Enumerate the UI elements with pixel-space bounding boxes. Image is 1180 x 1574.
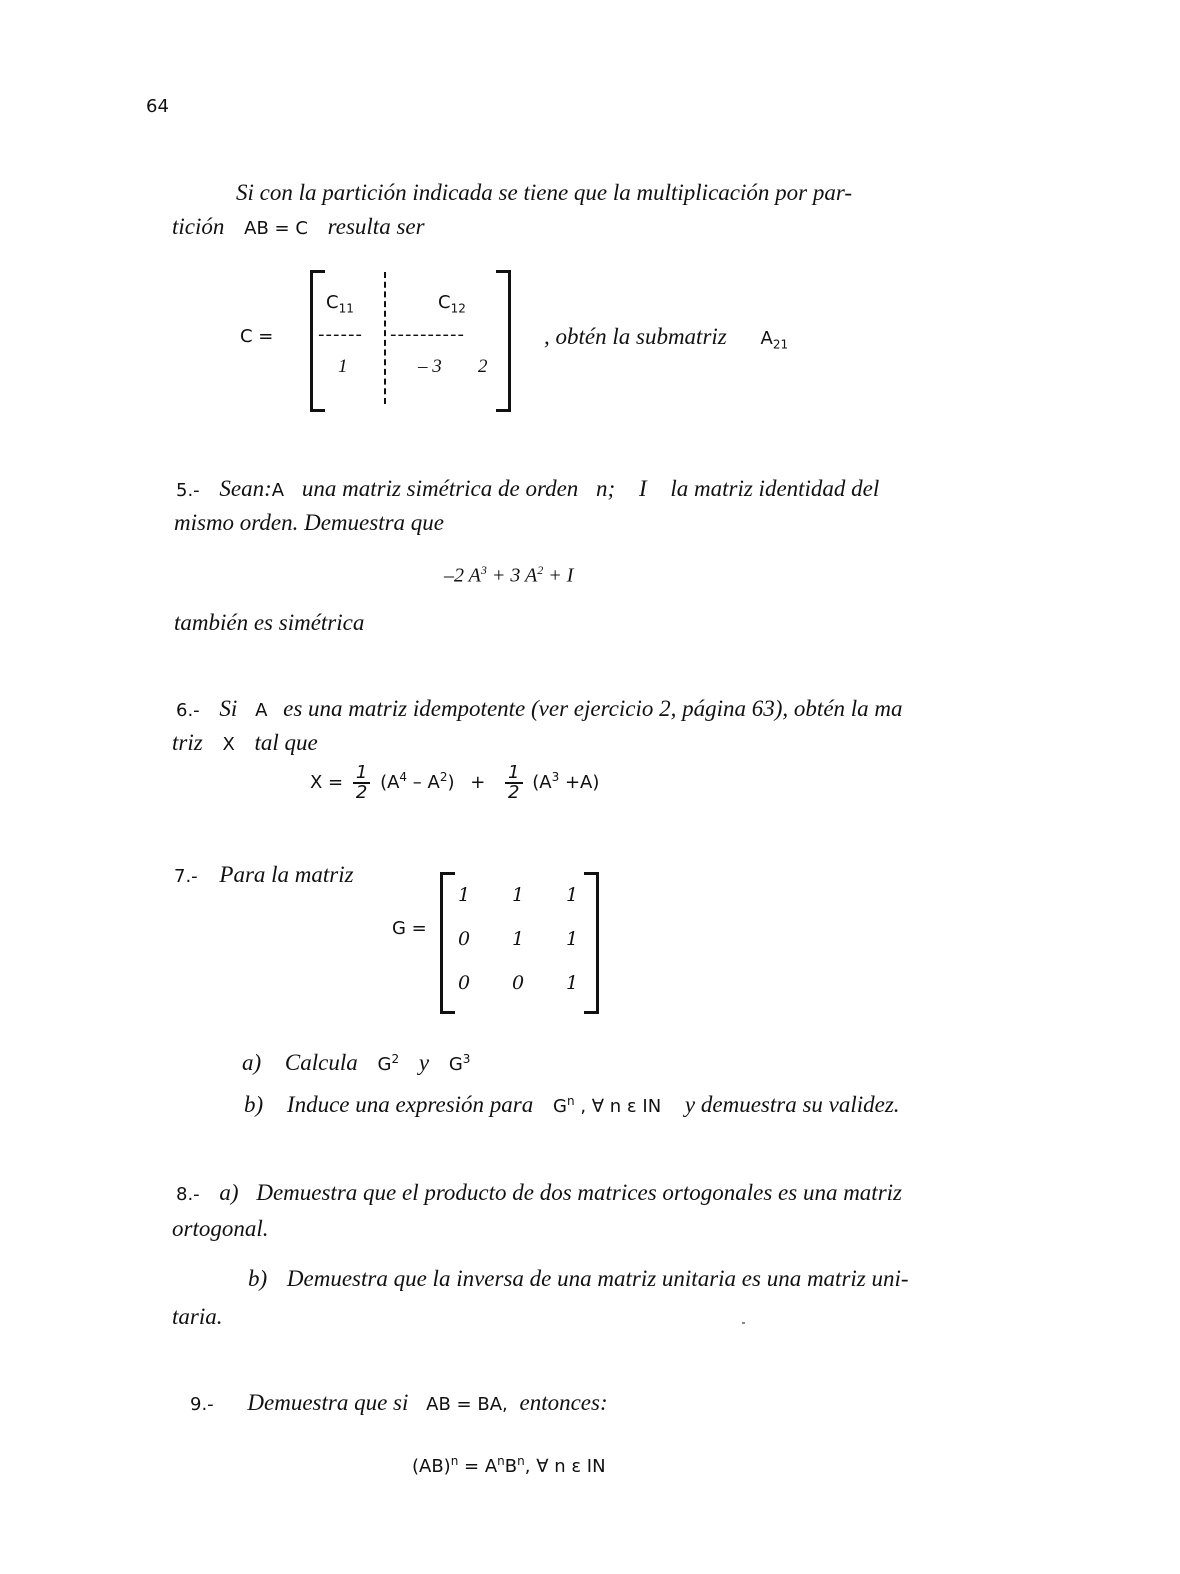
matrix-c-block-12	[438, 292, 466, 316]
ex6-line-1	[176, 696, 903, 722]
ex6-frac1-den: 2	[355, 782, 368, 803]
ex9-b: B	[504, 1456, 518, 1477]
matrix-g-r2c3: 1	[565, 928, 579, 950]
ex5-exp3: 3	[480, 563, 487, 577]
ex9-b-exp: n	[517, 1454, 525, 1468]
ex6-si: Si	[219, 696, 238, 721]
ex7-g: G	[377, 1054, 392, 1075]
ex5-line-2: mismo orden. Demuestra que	[174, 510, 445, 535]
ex5-n: n;	[596, 476, 616, 501]
ex9-a-exp: n	[497, 1454, 505, 1468]
intro-line-2-b: resulta ser	[327, 214, 425, 239]
ex7-y: y	[418, 1050, 430, 1075]
ex5-a: A	[271, 480, 285, 501]
ex6-fraction-2	[505, 764, 522, 802]
ex5-line-1	[176, 476, 879, 502]
ex6-term1-c: )	[447, 772, 455, 793]
ex9-forall: , ∀ n ε IN	[524, 1456, 606, 1477]
ex6-term1-a: (A	[380, 772, 400, 793]
ex9-condition: AB = BA,	[426, 1394, 508, 1415]
ex7-a-label: a)	[242, 1050, 262, 1075]
ex6-line-2	[172, 730, 318, 756]
ex8-a-line1: Demuestra que el producto de dos matrices ortogonales es una matriz	[256, 1180, 902, 1205]
after-c-phrase: , obtén la submatriz	[544, 324, 727, 349]
ex5-i: I	[638, 476, 647, 501]
ex8-b-label: b)	[248, 1266, 268, 1291]
ex9-text: Demuestra que si	[247, 1390, 409, 1415]
ex7-gn-exp: n	[566, 1094, 575, 1108]
ex9-lhs: (AB)	[412, 1456, 451, 1477]
ex5-exp2: 2	[537, 563, 544, 577]
matrix-c-c12-sub: 12	[450, 301, 466, 316]
ex8-a-line2: ortogonal.	[172, 1216, 269, 1241]
matrix-g-r1c1: 1	[457, 884, 471, 906]
ex5-expr-b: + 3 A	[486, 564, 538, 587]
ex6-exp4: 4	[399, 770, 408, 784]
ex8-b-line1: Demuestra que la inversa de una matriz unitaria es una matriz uni-	[286, 1266, 909, 1291]
matrix-g-r3c1: 0	[457, 972, 471, 994]
ex9-eq: = A	[458, 1456, 498, 1477]
matrix-g-r3c3: 1	[565, 972, 579, 994]
matrix-c-row2-col1: 1	[338, 356, 348, 377]
ex6-exp2: 2	[439, 770, 448, 784]
ex6-plus: +	[470, 772, 486, 793]
matrix-g-label: G =	[392, 918, 427, 939]
ex6-line2-a: triz	[172, 730, 203, 755]
ex7-part-b	[244, 1092, 900, 1118]
ex9-text2: entonces:	[519, 1390, 608, 1415]
after-c-text	[544, 324, 788, 352]
ex7-line-1	[174, 862, 354, 888]
ex6-term2-b: +A)	[559, 772, 600, 793]
ex7-gn: G	[553, 1096, 567, 1117]
ex6-exp3: 3	[551, 770, 560, 784]
ex6-line2-b: tal que	[254, 730, 318, 755]
matrix-g-r2c2: 1	[511, 928, 525, 950]
ex6-a: A	[255, 700, 268, 721]
ex8-b-line-1	[248, 1266, 909, 1292]
matrix-c-block-11	[326, 292, 354, 316]
ex9-formula	[412, 1454, 606, 1477]
intro-line-2	[172, 214, 425, 240]
ex9-number: 9.-	[190, 1394, 214, 1415]
ex7-b-text: Induce una expresión para	[286, 1092, 534, 1117]
page-number: 64	[146, 96, 169, 117]
matrix-c-right-bracket	[496, 270, 511, 412]
ex6-fraction-1	[353, 764, 370, 802]
matrix-c-dashes-right: ----------	[390, 324, 465, 345]
ex8-line-1	[176, 1180, 902, 1206]
ex6-number: 6.-	[176, 700, 200, 721]
ex8-b-line2: taria.	[172, 1304, 223, 1329]
ex5-expression	[444, 563, 573, 588]
ex6-text1: es una matriz idempotente (ver ejercicio 2, página 63), obtén la ma	[283, 696, 903, 721]
matrix-c-dashes-left: ------	[318, 324, 363, 345]
ex7-b-text2: y demuestra su validez.	[684, 1092, 900, 1117]
intro-line-2-a: tición	[172, 214, 225, 239]
matrix-c-row2-col3: 2	[478, 356, 488, 377]
matrix-g-r1c2: 1	[511, 884, 525, 906]
ex6-frac2-den: 2	[508, 782, 520, 803]
ex6-x-eq: X =	[310, 772, 344, 793]
ex8-a-label: a)	[219, 1180, 239, 1205]
ex6-frac1-num: 1	[353, 764, 370, 784]
matrix-c-vertical-divider	[384, 272, 386, 404]
ex6-x: X	[222, 734, 235, 755]
ex7-b-label: b)	[244, 1092, 264, 1117]
ex7-part-a	[242, 1050, 470, 1076]
intro-line-1: Si con la partición indicada se tiene que la multiplicación por par-	[236, 180, 852, 205]
ex6-term1-b: – A	[407, 772, 440, 793]
matrix-g-r3c2: 0	[511, 972, 525, 994]
ex5-expr-a: –2 A	[444, 564, 481, 587]
submatrix-name: A	[760, 328, 773, 349]
ex7-text: Para la matriz	[219, 862, 354, 887]
ex9-lhs-exp: n	[450, 1454, 459, 1468]
ex6-formula	[310, 764, 599, 802]
matrix-c-row2-col2: – 3	[418, 356, 442, 377]
ex5-text2: la matriz identidad del	[670, 476, 880, 501]
matrix-g-r2c1: 0	[457, 928, 471, 950]
matrix-c-c11-sub: 11	[338, 301, 354, 316]
ex6-frac2-num: 1	[505, 764, 522, 784]
submatrix-index: 21	[772, 337, 789, 352]
ex5-expr-c: + I	[543, 564, 574, 587]
matrix-c-c12: C	[438, 292, 451, 313]
matrix-c-c11: C	[326, 292, 339, 313]
matrix-c-label: C =	[240, 326, 274, 347]
ex6-term2-a: (A	[532, 772, 552, 793]
ex7-a-text: Calcula	[284, 1050, 358, 1075]
ex8-number: 8.-	[176, 1184, 200, 1205]
ex7-g-2: G	[448, 1054, 463, 1075]
matrix-g-r1c3: 1	[565, 884, 579, 906]
ex7-g-exp2: 2	[391, 1052, 400, 1066]
scan-speck	[742, 1322, 745, 1324]
ex7-number: 7.-	[174, 866, 198, 887]
ex5-text1: una matriz simétrica de orden	[301, 476, 579, 501]
intro-equation: AB = C	[244, 218, 308, 239]
ex7-g-exp3: 3	[462, 1052, 471, 1066]
ex5-line-3: también es simétrica	[174, 610, 365, 635]
ex9-line-1	[190, 1390, 608, 1416]
ex5-sean: Sean:	[219, 476, 272, 501]
ex7-forall: , ∀ n ε IN	[580, 1096, 662, 1117]
ex5-number: 5.-	[176, 480, 200, 501]
